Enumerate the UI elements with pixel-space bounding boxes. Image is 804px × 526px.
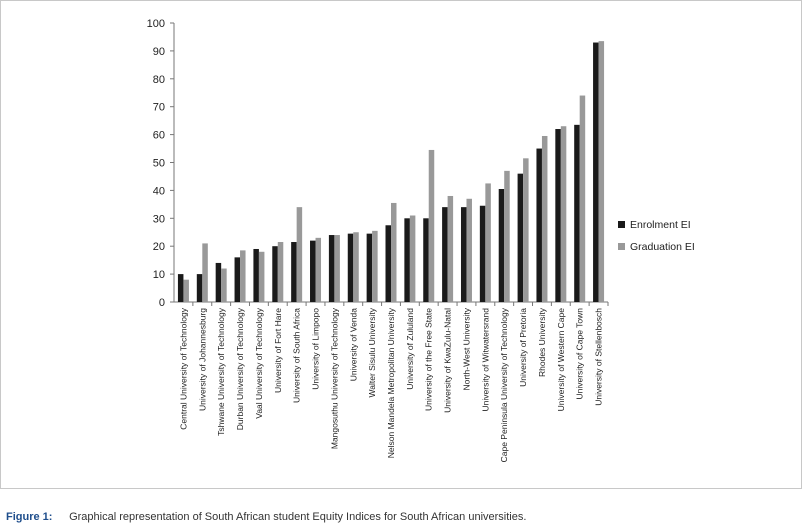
bar-graduation [542, 136, 548, 302]
bar-graduation [221, 269, 227, 302]
bar-enrolment [235, 257, 241, 302]
bar-graduation [391, 203, 397, 302]
category-label: Nelson Mandela Metropolitan University [386, 308, 396, 459]
y-tick-label: 80 [152, 73, 165, 86]
figure-caption-text: Graphical representation of South African student Equity Indices for South African universities. [69, 511, 527, 523]
category-label: University of Johannesburg [197, 308, 208, 412]
category-label: University of Western Cape [555, 308, 566, 412]
bar-enrolment [461, 207, 467, 302]
bar-enrolment [310, 241, 316, 302]
bar-enrolment [253, 249, 258, 302]
bar-graduation [410, 216, 416, 302]
bar-enrolment [348, 234, 354, 302]
bar-enrolment [499, 189, 505, 302]
category-label: University of the Free State [423, 308, 434, 411]
bar-enrolment [291, 242, 297, 302]
bar-enrolment [386, 225, 392, 302]
y-tick-label: 90 [152, 45, 165, 58]
bar-enrolment [555, 129, 561, 302]
bar-enrolment [518, 174, 524, 302]
y-tick-label: 0 [158, 297, 165, 309]
bar-enrolment [593, 43, 599, 302]
bar-graduation [259, 252, 265, 302]
bar-enrolment [404, 218, 410, 302]
bar-graduation [599, 41, 605, 302]
bar-graduation [504, 171, 510, 302]
bar-enrolment [178, 274, 184, 302]
bar-chart [1, 1, 803, 490]
category-label: Walter Sisulu University [367, 308, 378, 398]
legend-label: Enrolment EI [630, 219, 691, 231]
category-label: University of Fort Hare [272, 308, 283, 394]
bar-enrolment [574, 125, 580, 302]
figure-caption-label: Figure 1: [6, 511, 53, 523]
bar-enrolment [197, 274, 203, 302]
category-label: University of Limpopo [310, 308, 321, 390]
bar-graduation [429, 150, 435, 302]
bar-graduation [580, 96, 586, 302]
bar-enrolment [367, 234, 373, 302]
bar-graduation [278, 242, 284, 302]
bar-enrolment [216, 263, 222, 302]
bar-enrolment [480, 206, 486, 302]
y-tick-label: 10 [152, 269, 165, 282]
category-label: University of Pretoria [518, 308, 529, 387]
category-label: Cape Peninsula University of Technology [499, 308, 510, 463]
bar-graduation [240, 250, 246, 302]
category-label: Tshwane University of Technology [216, 308, 227, 436]
bar-graduation [202, 243, 208, 302]
bar-enrolment [423, 218, 429, 302]
bar-graduation [372, 231, 378, 302]
category-label: University of Cape Town [574, 308, 585, 400]
bar-graduation [183, 280, 189, 302]
legend-swatch [618, 221, 625, 228]
bar-graduation [448, 196, 454, 302]
category-label: Mangosuthu University of Technology [329, 308, 340, 450]
category-label: Durban University of Technology [235, 308, 246, 431]
y-tick-label: 50 [152, 157, 165, 170]
chart-bars [178, 41, 604, 302]
bar-enrolment [536, 149, 542, 302]
y-tick-label: 70 [152, 101, 165, 114]
y-tick-label: 100 [146, 18, 165, 30]
category-label: Central University of Technology [178, 308, 189, 430]
legend-swatch [618, 243, 625, 250]
category-label: University of Venda [348, 308, 359, 382]
category-label: Rhodes University [536, 308, 547, 377]
bar-graduation [485, 183, 491, 302]
bar-graduation [561, 126, 567, 302]
figure-caption [6, 511, 526, 523]
category-label: University of South Africa [291, 308, 302, 403]
bar-graduation [353, 232, 359, 302]
y-tick-label: 40 [152, 185, 165, 198]
bar-graduation [466, 199, 472, 302]
bar-enrolment [442, 207, 448, 302]
bar-graduation [523, 158, 529, 302]
y-tick-label: 30 [152, 213, 165, 226]
category-label: University of Witwatersrand [480, 308, 491, 412]
category-label: University of Zululand [404, 308, 415, 390]
chart-legend [618, 219, 695, 253]
bar-graduation [297, 207, 303, 302]
category-label: University of Stellenbosch [593, 308, 604, 406]
bar-graduation [316, 238, 322, 302]
bar-graduation [334, 235, 340, 302]
bar-enrolment [272, 246, 278, 302]
y-tick-label: 60 [152, 129, 165, 142]
legend-label: Graduation EI [630, 241, 695, 253]
category-label: North-West University [461, 308, 472, 391]
y-tick-label: 20 [152, 241, 165, 254]
category-label: University of KwaZulu-Natal [442, 308, 453, 413]
bar-enrolment [329, 235, 335, 302]
category-label: Vaal University of Technology [253, 308, 264, 419]
